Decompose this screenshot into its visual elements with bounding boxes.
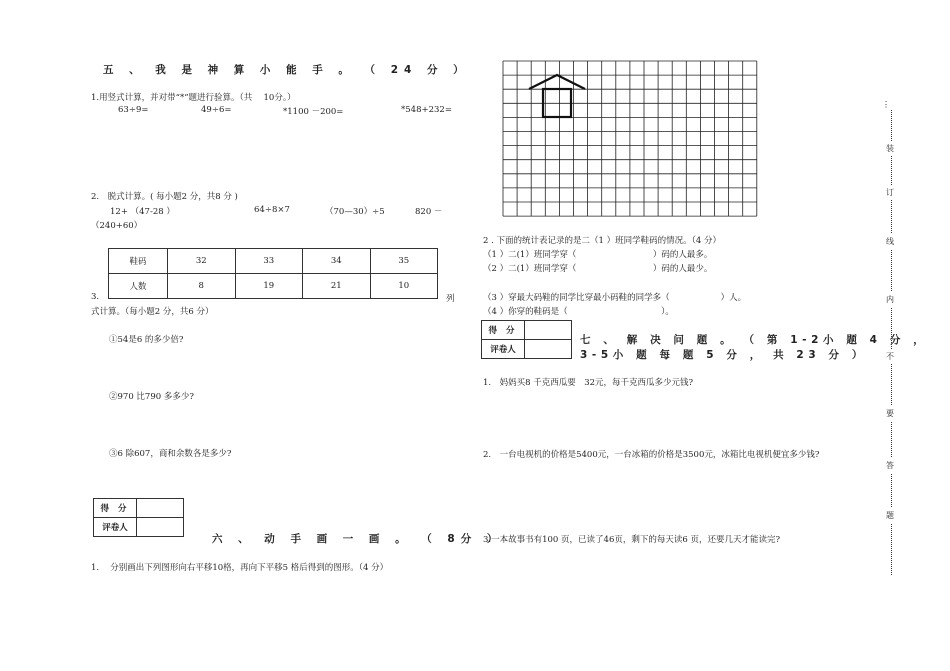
grader-blank[interactable]: [137, 518, 184, 537]
binding-char: 装: [886, 141, 894, 156]
table-cell: 35: [370, 249, 438, 274]
binding-char: 要: [886, 406, 894, 421]
section7-q1: 1. 妈妈买8 千克西瓜要 32元，每千克西瓜多少元钱?: [483, 378, 694, 388]
right-q2-2: （2 ）二(1）班同学穿（ ）码的人最少。: [483, 264, 713, 274]
table-cell: 鞋码: [109, 249, 168, 274]
q3-number: 3.: [91, 292, 100, 302]
table-row: [109, 249, 438, 274]
score-box-right: [481, 320, 572, 359]
table-cell: 人数: [109, 274, 168, 299]
q2-item-4-cont: （240+60）: [91, 221, 143, 231]
q2-item-1: 12+ （47-28 ）: [110, 207, 175, 217]
table-cell: 10: [370, 274, 438, 299]
binding-char: 不: [886, 349, 894, 364]
section5-title: 五 、 我 是 神 算 小 能 手 。 （ 24 分 ）: [103, 64, 470, 76]
grader-label: 评卷人: [482, 340, 525, 359]
q2-item-2: 64÷8×7: [254, 205, 290, 215]
table-cell: 8: [168, 274, 236, 299]
q2-instruction: 2. 脱式计算。( 每小题2 分，共8 分 ): [91, 192, 238, 202]
right-q2-text: 2 . 下面的统计表记录的是二（1 ）班同学鞋码的情况。（4 分）: [483, 236, 721, 246]
section7-title-line2: 3-5小 题 每 题 5 分 ， 共 23 分 ）: [580, 349, 867, 361]
table-row: [109, 274, 438, 299]
score-blank[interactable]: [525, 321, 572, 340]
q3-item-3: ③6 除607，商和余数各是多少?: [109, 449, 232, 459]
q1-item-1: 63÷9=: [118, 105, 149, 115]
table-cell: 34: [303, 249, 371, 274]
binding-line: [891, 110, 892, 575]
score-blank[interactable]: [137, 499, 184, 518]
right-q2-3: （3 ）穿最大码鞋的同学比穿最小码鞋的同学多（ ）人。: [483, 293, 747, 303]
binding-char: 内: [886, 292, 894, 307]
table-cell: 33: [235, 249, 303, 274]
grader-blank[interactable]: [525, 340, 572, 359]
q1-item-3: *1100 －200=: [283, 107, 344, 117]
binding-char: 线: [886, 234, 894, 249]
q3-item-2: ②970 比790 多多少?: [109, 392, 194, 402]
binding-top-dots: ⋮: [882, 100, 889, 109]
table-cell: 21: [303, 274, 371, 299]
q3-item-1: ①54是6 的多少倍?: [109, 335, 184, 345]
q2-item-4: 820 －: [415, 207, 443, 217]
q1-instruction: 1.用竖式计算，并对带“*”题进行验算。（共 10分。）: [91, 93, 296, 103]
binding-char: 订: [886, 185, 894, 200]
section7-q2: 2. 一台电视机的价格是5400元，一台冰箱的价格是3500元，冰箱比电视机便宜多少钱?: [483, 450, 820, 460]
table-cell: 32: [168, 249, 236, 274]
section7-title-line1: 七 、 解 决 问 题 。 （ 第 1-2小 题 4 分 ，: [580, 334, 929, 346]
drawing-grid: [500, 58, 760, 221]
q1-item-4: *548+232=: [401, 105, 452, 115]
house-roof: [529, 75, 585, 89]
section6-q1: 1. 分别画出下列图形向右平移10格，再向下平移5 格后得到的图形。（4 分）: [91, 563, 389, 573]
shoe-size-table: [108, 248, 438, 299]
q3-instruction: 式计算。（每小题2 分，共6 分）: [91, 307, 214, 317]
score-box-left: [93, 498, 184, 537]
section6-title: 六 、 动 手 画 一 画 。 （ 8分 ）: [212, 533, 504, 545]
binding-char: 题: [886, 508, 894, 523]
q1-item-2: 49÷6=: [201, 105, 232, 115]
binding-char: 答: [886, 458, 894, 473]
score-label: 得 分: [94, 499, 137, 518]
score-label: 得 分: [482, 321, 525, 340]
grader-label: 评卷人: [94, 518, 137, 537]
right-q2-4: （4 ）你穿的鞋码是（ ）。: [483, 307, 674, 317]
q2-item-3: （70—30）÷5: [325, 207, 385, 217]
table-cell: 19: [235, 274, 303, 299]
section7-q3: 3.一本故事书有100 页，已读了46页，剩下的每天读6 页，还要几天才能读完?: [483, 535, 781, 545]
q3-lie: 列: [446, 294, 455, 304]
right-q2-1: （1 ）二(1）班同学穿（ ）码的人最多。: [483, 250, 713, 260]
